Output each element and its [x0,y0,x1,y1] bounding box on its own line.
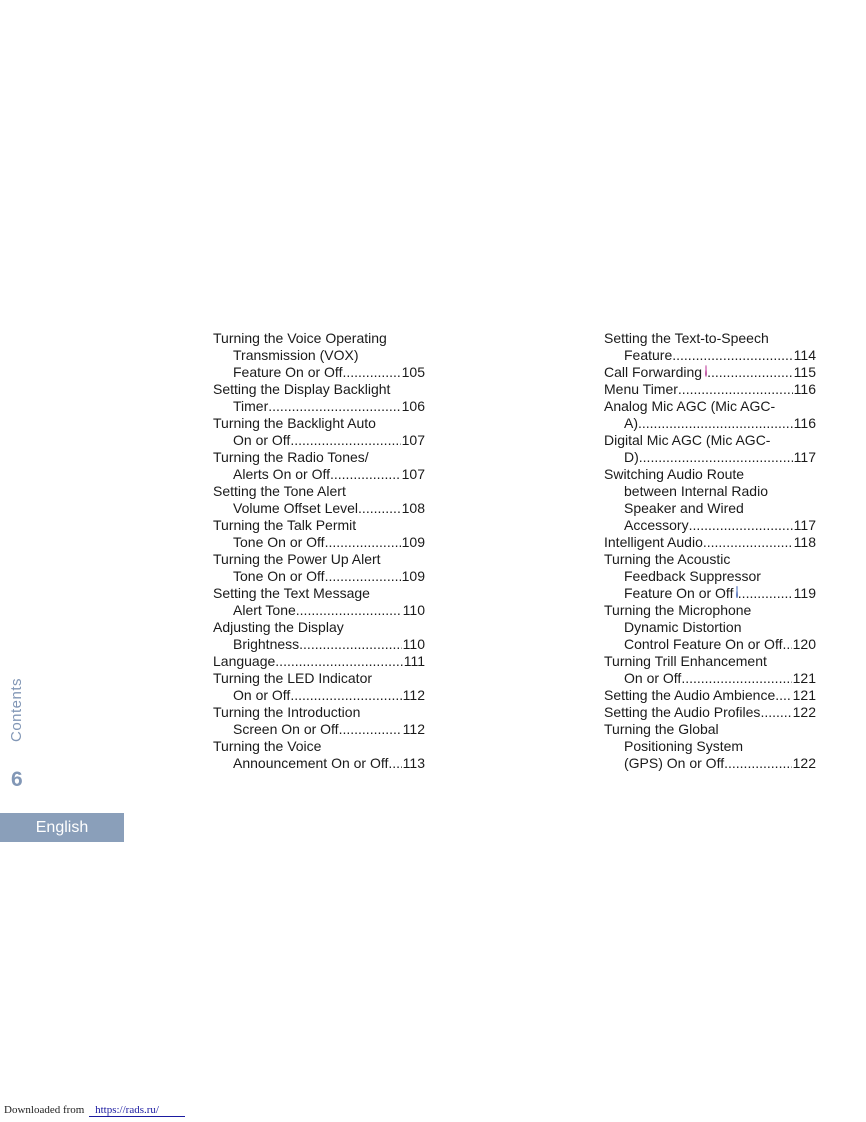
toc-entry-title: Alert Tone [233,602,296,618]
toc-page-number: 107 [401,466,425,482]
toc-entry-title: Setting the Text Message [213,585,370,601]
dot-leader [358,500,401,517]
toc-entry[interactable] [604,653,816,687]
toc-page-number: 113 [402,755,425,771]
toc-entry-title: Switching Audio Route [604,466,745,482]
toc-entry-title: between Internal Radio [624,483,768,499]
toc-entry-title: Intelligent Audio [604,534,703,550]
toc-entry-title: Digital Mic AGC (Mic AGC- [604,432,771,448]
dot-leader [290,687,401,704]
toc-entry-title: Turning the Power Up Alert [213,551,381,567]
toc-entry-title: Accessory [624,517,689,533]
dot-leader [275,653,402,670]
section-label: Contents [8,677,25,742]
toc-entry-title: Speaker and Wired [624,500,744,516]
dot-leader [339,721,402,738]
toc-entry-title: Turning the Global [604,721,719,737]
dot-leader [775,687,791,704]
toc-page-number: 117 [793,517,816,533]
dot-leader [672,347,792,364]
dot-leader [760,704,791,721]
dot-leader [678,381,793,398]
toc-entry-title: Announcement On or Off [233,755,389,771]
toc-page-number: 107 [401,432,425,448]
toc-page-number: 110 [402,602,425,618]
toc-entry[interactable] [604,432,816,466]
toc-entry-title: Feedback Suppressor [624,568,761,584]
dot-leader [342,364,400,381]
toc-entry-title: Turning the LED Indicator [213,670,373,686]
toc-entry-title: Language [213,653,276,669]
toc-page-number: 115 [793,364,816,380]
toc-entry[interactable] [604,381,816,398]
toc-page-number: 118 [793,534,816,550]
toc-entry-title: Feature [624,347,673,363]
toc-page-number: 112 [402,721,425,737]
toc-page-number: 109 [401,568,425,584]
dot-leader [639,449,793,466]
toc-entry[interactable] [213,381,425,415]
toc-page-number: 116 [793,381,816,397]
toc-page-number: 110 [402,636,425,652]
toc-entry-title: Turning the Voice [213,738,322,754]
download-note-text: Downloaded from [4,1104,85,1116]
toc-page-number: 122 [792,704,816,720]
dot-leader [325,534,401,551]
toc-entry-title: Transmission (VOX) [233,347,359,363]
toc-entry-title: Setting the Display Backlight [213,381,391,397]
toc-entry-title: (GPS) On or Off [624,755,725,771]
page-number: 6 [11,768,23,791]
toc-entry[interactable] [213,619,425,653]
toc-entry[interactable] [213,551,425,585]
toc-entry-title: Turning the Microphone [604,602,752,618]
language-tab[interactable]: English [0,813,124,842]
toc-entry[interactable] [604,687,816,704]
toc-entry-title: Dynamic Distortion [624,619,742,635]
dot-leader [268,398,400,415]
toc-entry-title: Alerts On or Off [233,466,330,482]
toc-entry[interactable] [604,466,816,534]
toc-page-number: 122 [792,755,816,771]
dot-leader [299,636,402,653]
toc-entry[interactable] [213,585,425,619]
toc-entry[interactable] [604,704,816,721]
dot-leader [296,602,402,619]
toc-entry[interactable] [213,449,425,483]
toc-entry-title: Feature On or Off [624,585,734,601]
toc-entry[interactable] [604,330,816,364]
dot-leader [689,517,793,534]
toc-entry[interactable] [604,534,816,551]
blue-feature-icon [736,586,737,598]
toc-entry[interactable] [604,602,816,653]
toc-entry-title: Screen On or Off [233,721,339,737]
toc-page-number: 105 [401,364,425,380]
toc-entry[interactable] [213,704,425,738]
toc-entry-title: Analog Mic AGC (Mic AGC- [604,398,776,414]
dot-leader [330,466,401,483]
toc-entry[interactable] [213,738,425,772]
toc-entry-title: Tone On or Off [233,534,325,550]
toc-entry-title: Turning Trill Enhancement [604,653,767,669]
toc-entry[interactable] [213,653,425,670]
toc-entry-title: Timer [233,398,269,414]
toc-entry-title: On or Off [624,670,682,686]
toc-page-number: 119 [793,585,816,601]
toc-entry-title: Call Forwarding [604,364,703,380]
toc-entry-title: Brightness [233,636,300,652]
toc-page-number: 121 [792,687,816,703]
toc-entry[interactable] [213,517,425,551]
toc-page-number: 108 [401,500,425,516]
download-note [4,1104,185,1116]
toc-entry-title: Setting the Audio Profiles [604,704,761,720]
download-link[interactable]: https://rads.ru/ [89,1104,185,1117]
toc-entry-title: Turning the Acoustic [604,551,731,567]
dot-leader [290,432,400,449]
toc-entry-title: Tone On or Off [233,568,325,584]
toc-entry[interactable] [604,364,816,381]
toc-page-number: 109 [401,534,425,550]
toc-entry[interactable] [213,483,425,517]
toc-entry[interactable] [604,551,816,602]
dot-leader [681,670,791,687]
toc-entry-title: A) [624,415,638,431]
dot-leader [325,568,401,585]
toc-column-left [213,330,425,772]
dot-leader [703,534,793,551]
toc-entry-title: Turning the Introduction [213,704,361,720]
dot-leader [388,755,401,772]
toc-entry[interactable] [604,398,816,432]
toc-entry-title: Turning the Voice Operating [213,330,387,346]
toc-entry-title: Setting the Text-to-Speech [604,330,769,346]
dot-leader [638,415,793,432]
toc-page-number: 121 [792,670,816,686]
toc-page-number: 112 [402,687,425,703]
toc-entry-title: Turning the Talk Permit [213,517,357,533]
dot-leader [738,585,793,602]
toc-entry-title: On or Off [233,432,291,448]
toc-page-number: 111 [403,653,425,669]
toc-entry-title: Positioning System [624,738,744,754]
toc-entry[interactable] [213,330,425,381]
toc-entry-title: Control Feature On or Off. [624,636,787,652]
toc-entry-title: Feature On or Off [233,364,343,380]
toc-column-right [604,330,816,772]
toc-entry[interactable] [213,415,425,449]
toc-entry-title: Adjusting the Display [213,619,344,635]
toc-page-number: 120 [792,636,816,652]
dot-leader [724,755,792,772]
toc-entry-title: Setting the Audio Ambience [604,687,776,703]
toc-page-number: 116 [793,415,816,431]
toc-page-number: 114 [793,347,816,363]
dot-leader [707,364,793,381]
toc-entry[interactable] [604,721,816,772]
toc-entry-title: Setting the Tone Alert [213,483,346,499]
toc-page-number: 117 [793,449,816,465]
toc-entry-title: Turning the Backlight Auto [213,415,376,431]
toc-entry-title: Volume Offset Level [233,500,359,516]
toc-entry-title: D) [624,449,639,465]
toc-entry-title: Turning the Radio Tones/ [213,449,369,465]
toc-entry-title: Menu Timer [604,381,678,397]
toc-entry-title: On or Off [233,687,291,703]
toc-page-number: 106 [401,398,425,414]
toc-entry[interactable] [213,670,425,704]
